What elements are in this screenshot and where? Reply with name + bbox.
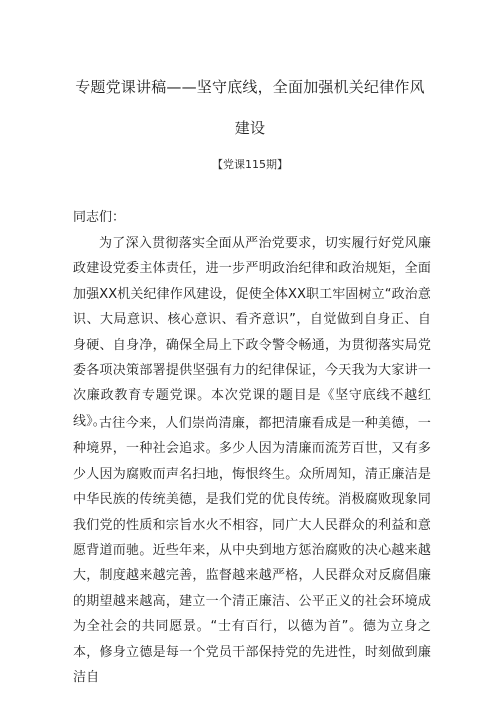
document-title-line-1: 专题党课讲稿——坚守底线，全面加强机关纪律作风 (75, 78, 425, 96)
document-title-line-2: 建设 (234, 119, 266, 137)
lesson-issue-label: 【党课115期】 (212, 158, 288, 171)
body-paragraph-1: 为了深入贯彻落实全面从严治党要求，切实履行好党风廉政建设党委主体责任，进一步严明政治纪律和政治规矩，全面加强XX机关纪律作风建设，促使全体XX职工牢固树立“政治意识、大局意识、核心意识、看齐意识”，自觉做到自身正、自身硬、自身净，确保全局上下政令警令畅通，为贯彻落实局党委各项决策部署提供坚强有力的纪律保证，今天我为大家讲一次廉政教育专题党课。本次党课的题目是《坚守底线不越红线》。 (73, 236, 431, 429)
body-paragraph-2: 古往今来，人们崇尚清廉，都把清廉看成是一种美德，一种境界，一种社会追求。多少人因为清廉而流芳百世，又有多少人因为腐败而声名扫地，悔恨终生。众所周知，清正廉洁是中华民族的传统美德，是我们党的优良传统。消极腐败现象同我们党的性质和宗旨水火不相容，同广大人民群众的利益和意愿背道而驰。近些年来，从中央到地方惩治腐败的决心越来越大，制度越来越完善，监督越来越严格，人民群众对反腐倡廉的期望越来越高，建立一个清正廉洁、公平正义的社会环境成为全社会的共同愿景。“士有百行，以德为首”。德为立身之本，修身立德是每一个党员干部保持党的先进性，时刻做到廉洁自 (73, 416, 431, 686)
salutation: 同志们： (73, 210, 126, 225)
